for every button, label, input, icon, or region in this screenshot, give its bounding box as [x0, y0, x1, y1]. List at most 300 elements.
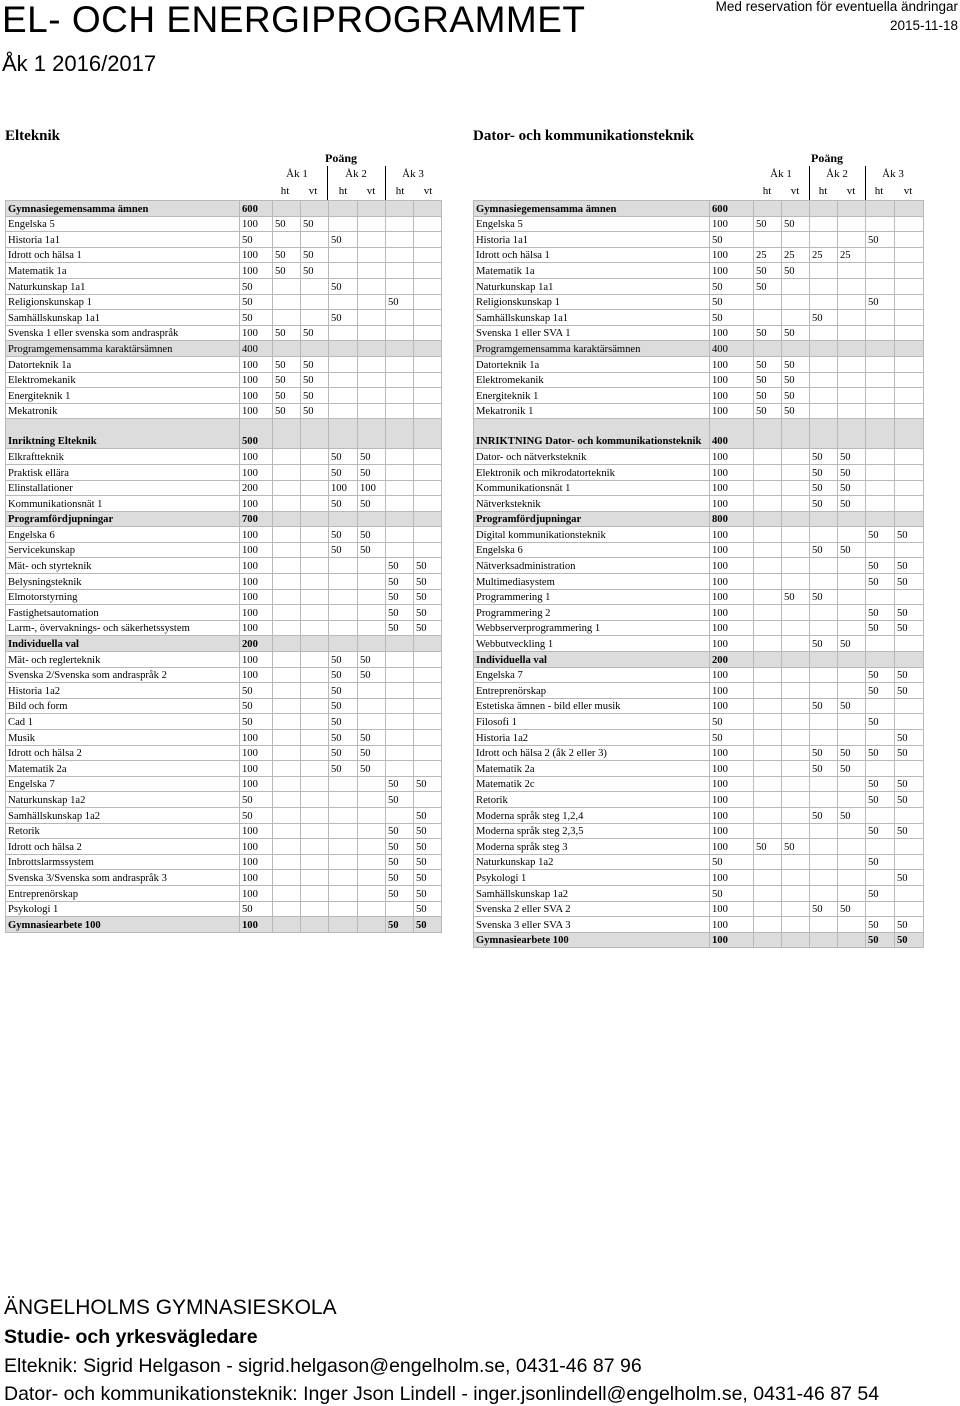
course-name: Naturkunskap 1a2 [474, 854, 710, 870]
table-row [474, 310, 924, 326]
term-points-cell [386, 356, 414, 372]
course-points: 100 [240, 885, 273, 901]
course-points: 700 [240, 511, 273, 527]
term-points-cell [810, 839, 838, 855]
term-points-cell: 50 [301, 325, 329, 341]
term-points-cell [329, 917, 358, 933]
term-points-cell [329, 776, 358, 792]
term-points-cell [754, 449, 782, 465]
table-row [474, 589, 924, 605]
term-points-cell [782, 574, 810, 590]
term-header: vt [790, 185, 800, 197]
term-points-cell [301, 496, 329, 512]
term-points-cell [386, 403, 414, 419]
table-row [474, 714, 924, 730]
term-points-cell: 50 [414, 589, 442, 605]
term-points-cell [810, 325, 838, 341]
term-points-cell: 50 [895, 683, 924, 699]
table-row [474, 683, 924, 699]
term-points-cell: 25 [782, 247, 810, 263]
term-points-cell [838, 714, 866, 730]
term-points-cell [782, 917, 810, 933]
course-points: 100 [240, 574, 273, 590]
course-points: 50 [710, 730, 754, 746]
term-points-cell [386, 325, 414, 341]
term-points-cell: 50 [754, 263, 782, 279]
course-name: Engelska 5 [474, 216, 710, 232]
term-points-cell [329, 823, 358, 839]
term-points-cell [754, 917, 782, 933]
term-points-cell: 50 [386, 854, 414, 870]
table-row [6, 870, 442, 886]
table-row [474, 511, 924, 527]
term-points-cell [329, 574, 358, 590]
term-points-cell: 50 [386, 620, 414, 636]
term-points-cell [895, 839, 924, 855]
term-points-cell [782, 605, 810, 621]
term-points-cell [386, 449, 414, 465]
term-points-cell [273, 807, 301, 823]
course-points: 100 [710, 480, 754, 496]
course-points: 50 [240, 792, 273, 808]
term-points-cell: 50 [782, 839, 810, 855]
table-row [474, 605, 924, 621]
term-points-cell: 50 [866, 854, 895, 870]
table-row [6, 683, 442, 699]
term-points-cell [782, 792, 810, 808]
term-points-cell: 50 [358, 652, 386, 668]
term-points-cell: 50 [414, 807, 442, 823]
course-points: 100 [240, 761, 273, 777]
term-points-cell [358, 792, 386, 808]
term-points-cell [810, 419, 838, 449]
term-points-cell [754, 527, 782, 543]
table-row [474, 698, 924, 714]
term-points-cell: 50 [810, 807, 838, 823]
term-points-cell [838, 511, 866, 527]
term-points-cell [754, 667, 782, 683]
term-points-cell [838, 263, 866, 279]
term-points-cell [895, 698, 924, 714]
term-points-cell [782, 464, 810, 480]
term-points-cell: 50 [386, 823, 414, 839]
course-name: Psykologi 1 [474, 870, 710, 886]
course-points: 100 [240, 372, 273, 388]
table-row [6, 854, 442, 870]
term-points-cell [895, 714, 924, 730]
term-points-cell [782, 854, 810, 870]
term-points-cell [273, 839, 301, 855]
term-points-cell [414, 761, 442, 777]
term-points-cell [386, 247, 414, 263]
course-points: 100 [710, 745, 754, 761]
course-name: Programfördjupningar [6, 511, 240, 527]
course-points: 100 [240, 870, 273, 886]
term-points-cell [414, 232, 442, 248]
term-points-cell: 50 [838, 464, 866, 480]
term-points-cell [754, 636, 782, 652]
term-points-cell [273, 776, 301, 792]
course-name: Inriktning Elteknik [6, 419, 240, 449]
poang-header: Poäng [810, 151, 843, 165]
term-points-cell: 50 [358, 496, 386, 512]
table-row [474, 278, 924, 294]
contact-elteknik: Elteknik: Sigrid Helgason - sigrid.helgason@engelholm.se, 0431-46 87 96 [4, 1355, 642, 1377]
term-points-cell [866, 263, 895, 279]
term-points-cell [273, 558, 301, 574]
term-points-cell: 50 [866, 232, 895, 248]
term-points-cell [895, 356, 924, 372]
term-points-cell: 100 [329, 480, 358, 496]
term-points-cell [301, 792, 329, 808]
course-name: Svenska 1 eller svenska som andraspråk [6, 325, 240, 341]
course-points: 100 [240, 839, 273, 855]
term-points-cell [754, 745, 782, 761]
term-points-cell [810, 294, 838, 310]
term-points-cell: 25 [838, 247, 866, 263]
term-points-cell: 50 [895, 745, 924, 761]
term-points-cell [754, 310, 782, 326]
term-points-cell [838, 776, 866, 792]
contact-dator: Dator- och kommunikationsteknik: Inger Json Lindell - inger.jsonlindell@engelholm.se, 0431-46 87 54 [4, 1383, 880, 1405]
course-name: Samhällskunskap 1a1 [474, 310, 710, 326]
term-points-cell: 50 [273, 263, 301, 279]
term-points-cell: 50 [838, 698, 866, 714]
term-points-cell [414, 388, 442, 404]
term-points-cell [358, 823, 386, 839]
course-name: Mät- och styrteknik [6, 558, 240, 574]
term-points-cell [754, 823, 782, 839]
term-points-cell [838, 667, 866, 683]
course-points: 100 [710, 823, 754, 839]
course-points: 50 [710, 854, 754, 870]
course-points: 400 [240, 341, 273, 357]
term-points-cell [414, 419, 442, 449]
term-points-cell [838, 854, 866, 870]
term-points-cell [810, 341, 838, 357]
term-points-cell [866, 247, 895, 263]
course-points: 100 [710, 807, 754, 823]
term-points-cell [273, 698, 301, 714]
course-points: 50 [240, 714, 273, 730]
dator-section [473, 128, 923, 968]
table-row [6, 341, 442, 357]
term-points-cell [782, 310, 810, 326]
term-points-cell [273, 464, 301, 480]
term-points-cell [810, 792, 838, 808]
table-row [474, 403, 924, 419]
term-points-cell: 50 [414, 870, 442, 886]
term-points-cell [329, 201, 358, 217]
year-3-header: Åk 3 [402, 168, 424, 180]
term-points-cell: 50 [273, 356, 301, 372]
term-points-cell [329, 901, 358, 917]
term-points-cell [273, 294, 301, 310]
course-points: 50 [240, 901, 273, 917]
course-points: 100 [240, 745, 273, 761]
table-row [6, 403, 442, 419]
table-row [474, 776, 924, 792]
table-row [474, 372, 924, 388]
table-row [6, 419, 442, 449]
term-points-cell [301, 620, 329, 636]
course-name: Idrott och hälsa 2 [6, 745, 240, 761]
term-points-cell: 50 [866, 932, 895, 948]
term-points-cell: 50 [329, 667, 358, 683]
term-points-cell [810, 527, 838, 543]
term-points-cell [866, 652, 895, 668]
term-points-cell [386, 527, 414, 543]
course-points: 600 [710, 201, 754, 217]
term-points-cell [386, 542, 414, 558]
term-points-cell [838, 310, 866, 326]
table-row [474, 901, 924, 917]
term-points-cell: 50 [866, 605, 895, 621]
course-name: Engelska 6 [474, 542, 710, 558]
term-points-cell [414, 201, 442, 217]
term-points-cell [782, 542, 810, 558]
term-points-cell [810, 605, 838, 621]
course-name: Retorik [474, 792, 710, 808]
table-row [474, 745, 924, 761]
term-header: ht [338, 185, 348, 197]
course-points: 100 [240, 823, 273, 839]
term-points-cell [414, 294, 442, 310]
term-points-cell: 50 [414, 574, 442, 590]
term-points-cell [386, 636, 414, 652]
term-points-cell [866, 807, 895, 823]
term-points-cell [301, 885, 329, 901]
term-points-cell [358, 574, 386, 590]
term-points-cell [810, 403, 838, 419]
term-points-cell: 50 [754, 216, 782, 232]
term-points-cell [782, 932, 810, 948]
guidance-role: Studie- och yrkesvägledare [4, 1326, 258, 1348]
term-header: ht [874, 185, 884, 197]
term-points-cell [301, 823, 329, 839]
term-points-cell [301, 807, 329, 823]
term-points-cell [838, 605, 866, 621]
term-points-cell [782, 620, 810, 636]
table-row [6, 232, 442, 248]
course-points: 100 [240, 730, 273, 746]
course-name: Elinstallationer [6, 480, 240, 496]
term-points-cell [358, 714, 386, 730]
course-points: 100 [710, 558, 754, 574]
term-points-cell [358, 698, 386, 714]
term-points-cell [329, 247, 358, 263]
term-points-cell [782, 698, 810, 714]
course-points: 100 [710, 776, 754, 792]
term-points-cell: 50 [866, 294, 895, 310]
term-points-cell: 50 [866, 885, 895, 901]
course-points: 100 [710, 464, 754, 480]
term-points-cell [386, 232, 414, 248]
term-points-cell [414, 325, 442, 341]
term-points-cell: 50 [301, 403, 329, 419]
term-points-cell: 50 [386, 792, 414, 808]
term-points-cell [414, 480, 442, 496]
course-points: 100 [240, 403, 273, 419]
course-name: Programmering 2 [474, 605, 710, 621]
term-points-cell [782, 558, 810, 574]
term-points-cell [754, 885, 782, 901]
term-points-cell: 50 [782, 403, 810, 419]
course-points: 50 [710, 294, 754, 310]
term-points-cell [866, 341, 895, 357]
term-points-cell: 50 [273, 325, 301, 341]
term-points-cell [866, 356, 895, 372]
term-points-cell [414, 652, 442, 668]
course-name: Individuella val [474, 652, 710, 668]
course-name: Mekatronik [6, 403, 240, 419]
course-points: 100 [240, 558, 273, 574]
term-points-cell [358, 589, 386, 605]
table-row [474, 325, 924, 341]
course-name: Svenska 3 eller SVA 3 [474, 917, 710, 933]
term-points-cell [414, 730, 442, 746]
term-points-cell [358, 901, 386, 917]
term-points-cell [754, 776, 782, 792]
course-points: 400 [710, 419, 754, 449]
term-points-cell: 50 [866, 683, 895, 699]
course-points: 100 [240, 449, 273, 465]
term-points-cell [866, 388, 895, 404]
term-points-cell: 50 [358, 449, 386, 465]
term-points-cell: 50 [329, 449, 358, 465]
term-points-cell [301, 761, 329, 777]
course-name: INRIKTNING Dator- och kommunikationsteknik [474, 419, 710, 449]
term-points-cell [754, 232, 782, 248]
term-points-cell: 50 [414, 901, 442, 917]
header-divider [385, 166, 386, 202]
table-row [6, 574, 442, 590]
term-points-cell: 50 [358, 464, 386, 480]
term-header: ht [818, 185, 828, 197]
course-name: Samhällskunskap 1a2 [474, 885, 710, 901]
term-points-cell [273, 511, 301, 527]
course-name: Elkraftteknik [6, 449, 240, 465]
term-points-cell [838, 870, 866, 886]
table-row [474, 341, 924, 357]
course-name: Fastighetsautomation [6, 605, 240, 621]
term-points-cell: 50 [273, 216, 301, 232]
table-row [474, 419, 924, 449]
course-points: 50 [240, 683, 273, 699]
term-points-cell: 50 [838, 496, 866, 512]
term-points-cell [838, 885, 866, 901]
term-points-cell: 50 [273, 247, 301, 263]
term-points-cell: 50 [301, 388, 329, 404]
term-points-cell [810, 730, 838, 746]
term-points-cell [754, 870, 782, 886]
term-points-cell [895, 542, 924, 558]
term-points-cell [754, 761, 782, 777]
course-name: Idrott och hälsa 1 [6, 247, 240, 263]
table-row [6, 278, 442, 294]
term-points-cell [301, 839, 329, 855]
course-name: Mekatronik 1 [474, 403, 710, 419]
term-points-cell [386, 901, 414, 917]
term-points-cell [301, 449, 329, 465]
term-points-cell: 50 [301, 216, 329, 232]
term-points-cell [895, 589, 924, 605]
term-points-cell: 50 [895, 730, 924, 746]
term-points-cell [358, 917, 386, 933]
term-points-cell: 50 [838, 745, 866, 761]
term-points-cell: 50 [414, 558, 442, 574]
course-name: Religionskunskap 1 [6, 294, 240, 310]
term-points-cell [754, 854, 782, 870]
course-points: 100 [710, 683, 754, 699]
term-points-cell: 50 [810, 636, 838, 652]
term-points-cell: 50 [810, 542, 838, 558]
elteknik-title: Elteknik [5, 128, 61, 144]
term-points-cell [895, 310, 924, 326]
course-points: 100 [710, 403, 754, 419]
table-row [6, 247, 442, 263]
term-points-cell [358, 854, 386, 870]
term-points-cell [838, 232, 866, 248]
term-points-cell [414, 714, 442, 730]
course-name: Estetiska ämnen - bild eller musik [474, 698, 710, 714]
term-points-cell [414, 527, 442, 543]
term-points-cell: 50 [358, 542, 386, 558]
term-points-cell [895, 341, 924, 357]
term-points-cell [329, 870, 358, 886]
term-points-cell [358, 807, 386, 823]
term-points-cell: 50 [810, 761, 838, 777]
course-points: 100 [710, 901, 754, 917]
course-name: Matematik 2c [474, 776, 710, 792]
elteknik-section [5, 128, 443, 948]
term-points-cell [782, 901, 810, 917]
table-row [6, 294, 442, 310]
table-row [474, 823, 924, 839]
course-name: Elektromekanik [474, 372, 710, 388]
term-points-cell [301, 698, 329, 714]
course-name: Dator- och nätverksteknik [474, 449, 710, 465]
term-points-cell: 50 [754, 839, 782, 855]
course-points: 800 [710, 511, 754, 527]
term-points-cell [782, 294, 810, 310]
term-points-cell [273, 854, 301, 870]
term-points-cell: 50 [838, 480, 866, 496]
term-points-cell: 50 [414, 823, 442, 839]
term-points-cell [386, 745, 414, 761]
term-points-cell [838, 730, 866, 746]
term-points-cell [838, 558, 866, 574]
term-points-cell: 50 [273, 388, 301, 404]
table-row [474, 247, 924, 263]
term-points-cell [838, 527, 866, 543]
term-points-cell [866, 542, 895, 558]
term-points-cell [273, 201, 301, 217]
term-points-cell [810, 652, 838, 668]
term-points-cell [329, 216, 358, 232]
table-row [6, 216, 442, 232]
table-row [474, 932, 924, 948]
term-points-cell [810, 574, 838, 590]
course-name: Historia 1a1 [6, 232, 240, 248]
course-points: 100 [710, 605, 754, 621]
term-points-cell: 50 [895, 667, 924, 683]
course-points: 100 [710, 792, 754, 808]
term-points-cell [866, 901, 895, 917]
term-points-cell [329, 403, 358, 419]
term-points-cell [301, 605, 329, 621]
term-points-cell [810, 885, 838, 901]
